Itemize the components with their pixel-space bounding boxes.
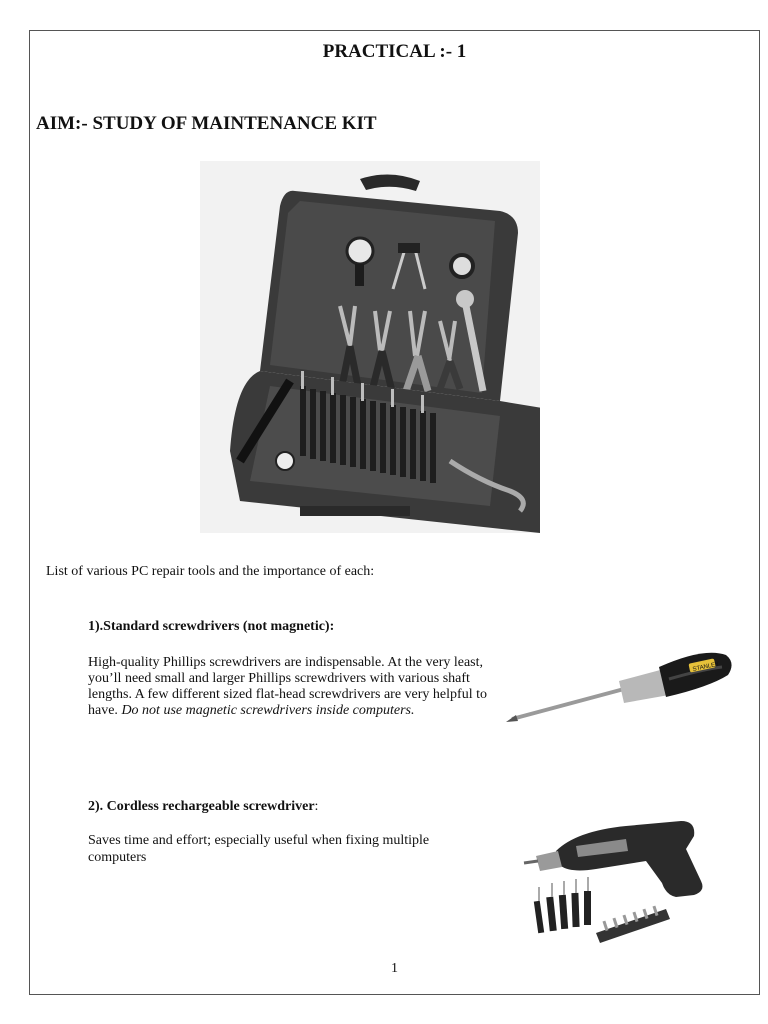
intro-text: List of various PC repair tools and the importance of each: [46,564,375,579]
item-note-1: Do not use magnetic screwdrivers inside computers. [121,703,415,718]
item-body-1-text: High-quality Phillips screwdrivers are indispensable. At the very least, you’ll need small and larger Phillips screwdrivers with various shaft lengths. A few different sized flat-head screwdrivers are very helpful to have. [88,655,487,718]
document-page [29,30,760,995]
item-heading-1: 1).Standard screwdrivers (not magnetic): [88,619,335,634]
page-title: PRACTICAL :- 1 [322,41,467,62]
item-heading-2-text: 2). Cordless rechargeable screwdriver [88,799,315,814]
screwdriver-image [504,639,734,729]
page-number: 1 [391,961,398,976]
item-body-2: Saves time and effort; especially useful when fixing multiple computers [88,833,430,865]
maintenance-kit-image [200,161,540,533]
aim-heading: AIM:- STUDY OF MAINTENANCE KIT [36,113,377,134]
screwdriver-brand-label: STANLEY [692,661,720,673]
item-heading-2-suffix: : [314,799,319,814]
item-body-1 [88,655,488,719]
cordless-screwdriver-image [516,791,716,951]
item-heading-2 [88,799,318,815]
